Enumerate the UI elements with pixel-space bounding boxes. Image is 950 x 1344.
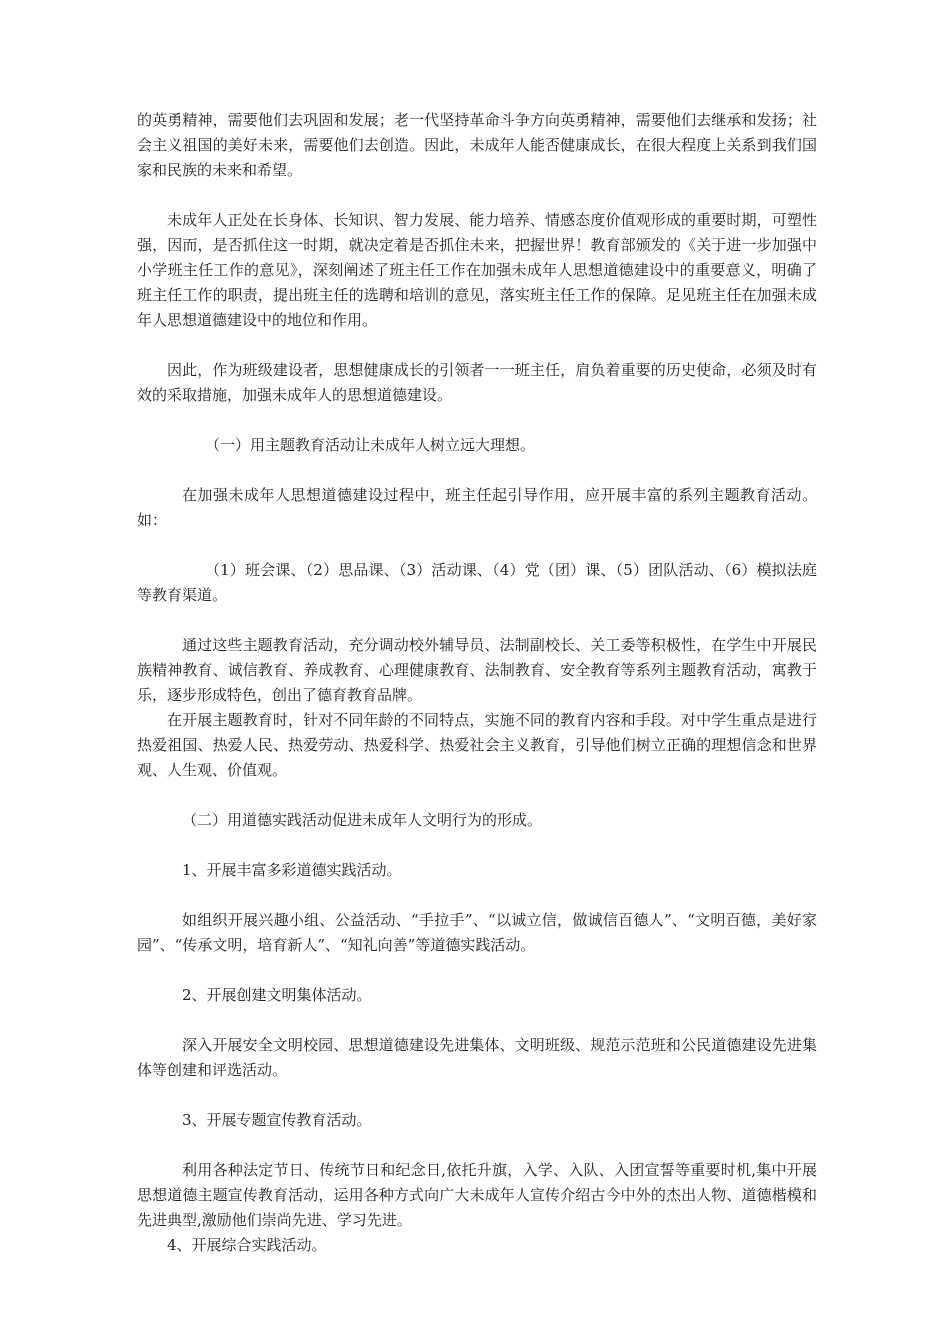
- paragraph-education-channels: （1）班会课、（2）思品课、（3）活动课、（4）党（团）课、（5）团队活动、（6）模拟法庭等教育渠道。: [137, 561, 817, 604]
- paragraph-age-specific-education: 在开展主题教育时，针对不同年龄的不同特点，实施不同的教育内容和手段。对中学生重点是进行热爱祖国、热爱人民、热爱劳动、热爱科学、热爱社会主义教育，引导他们树立正确的理想信念和世界观、人生观、价值观。: [137, 711, 817, 779]
- paragraph-moral-practice-examples: 如组织开展兴趣小组、公益活动、“手拉手”、“以诚立信，做诚信百德人”、“文明百德，美好家园”、“传承文明，培育新人”、“知礼向善”等道德实践活动。: [137, 911, 817, 954]
- paragraph-special-publicity: 利用各种法定节日、传统节日和纪念日,依托升旗，入学、入队、入团宣誓等重要时机,集中开展思想道德主题宣传教育活动，运用各种方式向广大未成年人宣传介绍古今中外的杰出人物、道德楷模和先进典型,激励他们崇尚先进、学习先进。: [137, 1161, 817, 1229]
- item-heading-2: 2、开展创建文明集体活动。: [182, 986, 372, 1004]
- section-heading-1: （一）用主题教育活动让未成年人树立远大理想。: [205, 436, 536, 454]
- item-heading-3: 3、开展专题宣传教育活动。: [182, 1111, 372, 1129]
- paragraph-civilized-collective: 深入开展安全文明校园、思想道德建设先进集体、文明班级、规范示范班和公民道德建设先进集体等创建和评选活动。: [137, 1036, 817, 1079]
- section-heading-2: （二）用道德实践活动促进未成年人文明行为的形成。: [182, 811, 543, 829]
- document-body: [137, 108, 817, 1258]
- paragraph-theme-education-effects: 通过这些主题教育活动，充分调动校外辅导员、法制副校长、关工委等积极性，在学生中开展民族精神教育、诚信教育、养成教育、心理健康教育、法制教育、安全教育等系列主题教育活动，寓教于乐，逐步形成特色，创出了德育教育品牌。: [137, 636, 817, 704]
- paragraph-head-teacher-mission: 因此，作为班级建设者，思想健康成长的引领者一一班主任，肩负着重要的历史使命，必须及时有效的采取措施，加强未成年人的思想道德建设。: [137, 361, 817, 404]
- paragraph-intro-continued: 的英勇精神，需要他们去巩固和发展；老一代坚持革命斗争方向英勇精神，需要他们去继承和发扬；社会主义祖国的美好未来，需要他们去创造。因此，未成年人能否健康成长，在很大程度上关系到我们国家和民族的未来和希望。: [137, 111, 817, 179]
- item-heading-1: 1、开展丰富多彩道德实践活动。: [182, 861, 402, 879]
- item-heading-4: 4、开展综合实践活动。: [167, 1236, 327, 1254]
- paragraph-minors-critical-period: 未成年人正处在长身体、长知识、智力发展、能力培养、情感态度价值观形成的重要时期，可塑性强，因而，是否抓住这一时期，就决定着是否抓住未来，把握世界！教育部颁发的《关于进一步加强中小学班主任工作的意见》，深刻阐述了班主任工作在加强未成年人思想道德建设中的重要意义，明确了班主任工作的职责，提出班主任的选聘和培训的意见，落实班主任工作的保障。足见班主任在加强未成年人思想道德建设中的地位和作用。: [137, 211, 817, 329]
- paragraph-theme-activities: 在加强未成年人思想道德建设过程中，班主任起引导作用，应开展丰富的系列主题教育活动。如：: [137, 486, 817, 529]
